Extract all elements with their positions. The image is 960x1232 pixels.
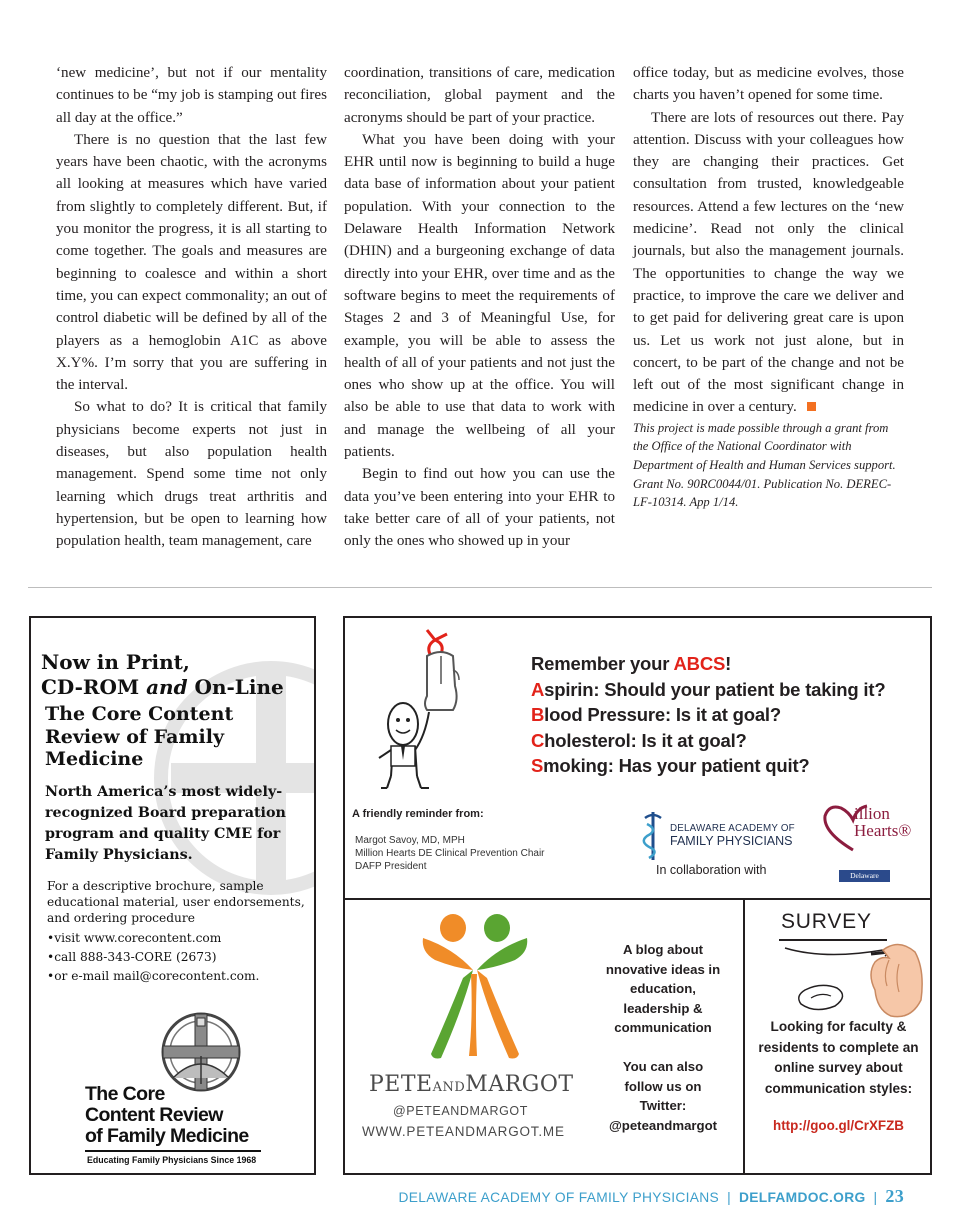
footer-divider: | [727,1190,731,1205]
core-contact-intro: For a descriptive brochure, sample educational material, user endorsements, and ordering procedure [47,879,305,926]
abcs-letter: B [531,704,545,725]
brand-line: of Family Medicine [85,1125,249,1147]
brand-line: The Core [85,1083,165,1105]
signer-block [355,834,545,873]
abcs-item [531,677,885,703]
headline-text: On-Line [187,675,284,699]
article-column-1 [56,62,327,553]
million-hearts-text [854,805,911,839]
core-contact-email[interactable]: • or e-mail mail@corecontent.com. [47,968,309,984]
core-ad-contact [47,878,309,984]
abcs-title-text: Remember your [531,653,674,674]
article-paragraph: office today, but as medicine evolves, those charts you haven’t opened for some time. [633,65,904,104]
pm-name-and: AND [432,1080,466,1095]
pete-and-margot-figures-icon [415,908,535,1063]
survey-line: online survey about [774,1060,903,1075]
pm-blog-line: nnovative ideas in [605,961,721,977]
pm-name-part: MARGOT [465,1072,574,1097]
pm-follow-text [593,1057,733,1135]
abcs-item [531,702,885,728]
footer-org: DELAWARE ACADEMY OF FAMILY PHYSICIANS [398,1190,720,1205]
article-final-text: There are lots of resources out there. Pay attention. Discuss with your colleagues how they are changing their practices. Get consultation from trusted, knowledgeable resources. Attend a few lectures on the ‘new medicine’. Read not only the clinical journals, but also the management journals. The opportunities to change the way we practice, to improve the care we deliver and to get paid for delivering great care is upon us. Let us work not just alone, but in concert, to be part of the change and not be left out of the most significant change in medicine in over a century. [633,109,904,416]
survey-ad[interactable] [743,898,932,1175]
survey-line: Looking for faculty & [770,1019,907,1034]
core-content-brand [85,1084,249,1147]
abcs-item-text: moking: Has your patient quit? [543,755,810,776]
abcs-letter: A [531,678,545,700]
pm-blog-description [593,940,733,1038]
pm-blog-line: leadership & [623,1000,703,1016]
article-paragraph [633,107,904,419]
pm-name-part: PETE [369,1072,433,1097]
brand-line: Content Review [85,1104,223,1126]
pete-and-margot-wordmark [369,1072,574,1097]
brand-underline [85,1150,261,1152]
collaboration-label: In collaboration with [656,863,767,877]
mh-line2: Hearts® [854,821,912,840]
article-paragraph: Begin to find out how you can use the data you’ve been entering into your EHR to take better care of all of your patients, not only the ones who showed up in your [344,466,615,550]
pete-and-margot-ad[interactable] [343,898,745,1175]
grant-note: This project is made possible through a grant from the Office of the National Coordinator with Department of Health and Human Services support. Grant No. 90RC0044/01. Publication No. DEREC-LF-10314. App 1/14. [633,420,896,510]
finger-string-reminder-icon [361,626,491,791]
core-content-tagline: Educating Family Physicians Since 1968 [87,1155,257,1165]
pm-follow-handle[interactable]: @peteandmargot [608,1117,718,1133]
core-ad-title: The Core Content Review of Family Medicine [45,703,234,770]
pm-follow-line: Twitter: [639,1098,687,1113]
pm-follow-line: follow us on [624,1078,702,1094]
pm-twitter-handle[interactable]: @PETEANDMARGOT [393,1104,528,1118]
footer-site-link[interactable]: DELFAMDOC.ORG [738,1190,866,1205]
footer-divider: | [873,1190,878,1205]
article-paragraph: coordination, transitions of care, medication reconciliation, global payment and the acronyms should be part of your practice. [344,65,615,126]
pm-website-link[interactable]: WWW.PETEANDMARGOT.ME [362,1124,565,1139]
end-of-article-square-icon [807,402,816,411]
signer-name: Margot Savoy, MD, MPH [355,835,465,846]
pm-follow-line: You can also [622,1059,704,1074]
article-column-3 [633,62,904,512]
core-contact-website[interactable]: • visit www.corecontent.com [47,930,309,946]
abcs-title-accent: ABCS [673,653,726,674]
dafp-line2: FAMILY PHYSICIANS [670,834,793,848]
dafp-logo-text [670,823,795,848]
article-paragraph: So what to do? It is critical that family physicians become experts not just in diseases, but also population health management. Spend some time not only learning which drugs treat arthritis and hypertension, but be open to learning how population health, team management, care [56,399,327,550]
article-paragraph: What you have been doing with your EHR until now is beginning to build a huge data base of information about your patient population. With your connection to the Delaware Health Information Network (DHIN) and a burgeoning exchange of data directly into your EHR, over time and as the software begins to meet the requirements of Stages 2 and 3 of Meaningful Use, for example, you will be able to assess the health of all of your patients and not just the ones who show up at the office. You will also be able to use that data to work with and manage the wellbeing of all your patients. [344,131,615,461]
section-divider [28,587,932,588]
core-ad-headline [41,650,284,700]
survey-line: communication styles: [764,1080,913,1096]
survey-title: SURVEY [781,910,872,933]
abcs-item [531,753,885,779]
million-hearts-delaware-badge: Delaware [839,870,890,882]
page-number: 23 [885,1186,904,1206]
abcs-title-text: ! [725,653,732,674]
friendly-reminder-label: A friendly reminder from: [352,808,484,820]
pm-blog-line: A blog about [622,942,704,957]
core-content-ad[interactable] [29,616,316,1175]
abcs-letter: S [531,755,544,776]
dafp-line1: DELAWARE ACADEMY OF [670,823,795,834]
abcs-item-text: holesterol: Is it at goal? [544,729,747,751]
abcs-reminder-ad[interactable] [343,616,932,900]
core-contact-list [47,930,309,985]
headline-emphasis: and [146,675,188,699]
hand-writing-survey-icon [765,930,925,1030]
mh-line1: illion [854,804,890,823]
abcs-item [531,728,885,754]
survey-line: residents to complete an [758,1039,919,1055]
abcs-letter: C [531,729,545,751]
abcs-title [531,651,885,677]
pm-blog-line: communication [614,1020,712,1035]
article-paragraph: ‘new medicine’, but not if our mentality continues to be “my job is stamping out fires all day at the office.” [56,65,327,126]
signer-role: DAFP President [355,861,427,872]
core-content-logo-icon [159,1010,243,1094]
signer-role: Million Hearts DE Clinical Prevention Chair [355,848,545,859]
pm-blog-line: education, [630,981,696,996]
abcs-list [531,651,885,779]
article-paragraph: There is no question that the last few years have been chaotic, with the acronyms all looking at measures which have varied from slightly to completely different. But, if you monitor the progress, it is all starting to come together. The goals and measures are beginning to coalesce and within a short time, you can expect commonality; an out of control diabetic will be defined by all of the players as a hemoglobin A1C as above X.Y%. I’m sorry that you are suffering in the interval. [56,131,327,394]
core-ad-description: North America’s most widely-recognized Board preparation program and quality CME for Family Physicians. [45,784,286,863]
headline-text: CD-ROM [41,675,147,699]
core-contact-phone[interactable]: • call 888-343-CORE (2673) [47,949,309,965]
core-ad-headline-line1: Now in Print, [41,650,190,674]
abcs-item-text: lood Pressure: Is it at goal? [544,704,781,725]
survey-description [751,1017,926,1099]
core-ad-headline-line2 [41,675,284,700]
page-footer [398,1186,904,1207]
survey-link[interactable]: http://goo.gl/CrXFZB [773,1118,904,1133]
abcs-item-text: spirin: Should your patient be taking it? [544,678,886,700]
article-column-2 [344,62,615,553]
